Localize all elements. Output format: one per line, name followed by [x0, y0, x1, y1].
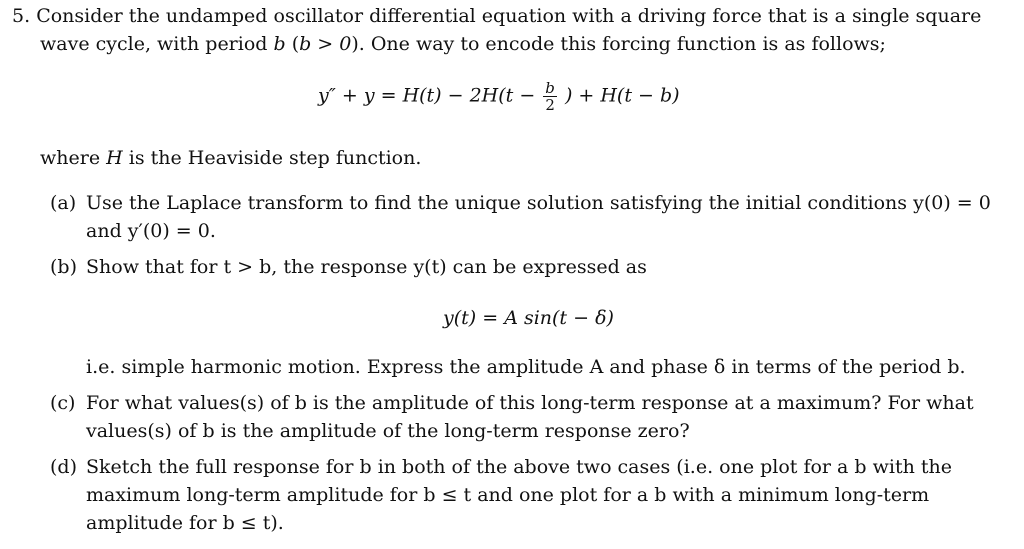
equation-fraction	[543, 80, 557, 113]
equation-rhs: ) + H(t − b)	[564, 84, 680, 107]
problem-number: 5.	[12, 5, 31, 27]
part-b-label: (b)	[50, 256, 77, 278]
part-a-label: (a)	[50, 192, 77, 214]
equation-lhs: y″ + y = H(t) − 2H(t −	[318, 84, 542, 107]
part-a-line-1	[50, 189, 991, 217]
part-b-equation: y(t) = A sin(t − δ)	[443, 307, 614, 329]
part-c-line-2: values(s) of b is the amplitude of the long-term response zero?	[86, 420, 690, 442]
part-b-line-2: i.e. simple harmonic motion. Express the amplitude A and phase δ in terms of the period b.	[86, 356, 966, 378]
part-b-text-1: Show that for t > b, the response y(t) can be expressed as	[86, 256, 647, 278]
part-b-line-1	[50, 253, 647, 281]
main-equation	[318, 80, 680, 113]
part-d-line-2: maximum long-term amplitude for b ≤ t and one plot for a b with a minimum long-term	[86, 484, 930, 506]
part-c-text-1: For what values(s) of b is the amplitude of this long-term response at a maximum? For what	[86, 392, 974, 414]
fraction-denominator: 2	[545, 96, 555, 114]
part-a-text-1: Use the Laplace transform to find the unique solution satisfying the initial conditions y(0) = 0	[86, 192, 991, 214]
problem-intro-line-2: wave cycle, with period b (b > 0). One way to encode this forcing function is as follows;	[40, 33, 886, 55]
part-d-line-1	[50, 453, 952, 481]
part-c-label: (c)	[50, 392, 76, 414]
intro-text-1: Consider the undamped oscillator differential equation with a driving force that is a single square	[36, 5, 982, 27]
problem-intro-line-1	[12, 2, 981, 30]
fraction-numerator: b	[545, 79, 555, 97]
part-d-line-3: amplitude for b ≤ t).	[86, 512, 284, 534]
part-c-line-1	[50, 389, 974, 417]
part-d-label: (d)	[50, 456, 77, 478]
part-a-line-2: and y′(0) = 0.	[86, 220, 216, 242]
part-d-text-1: Sketch the full response for b in both of the above two cases (i.e. one plot for a b with the	[86, 456, 952, 478]
where-line: where H is the Heaviside step function.	[40, 147, 422, 169]
